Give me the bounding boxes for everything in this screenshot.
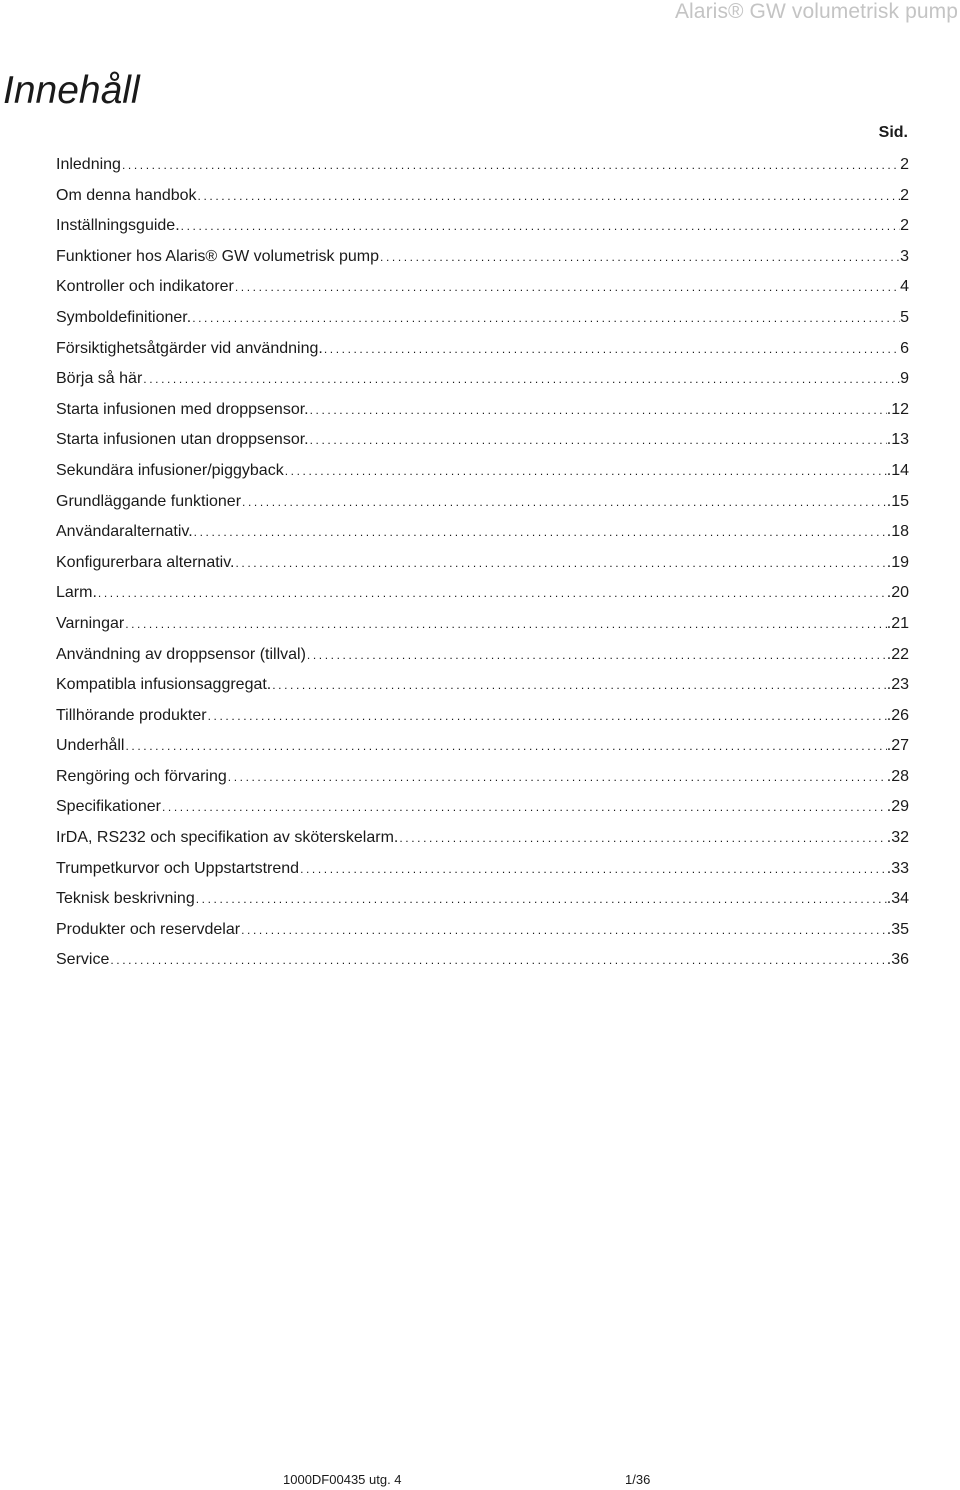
- toc-entry-page: .21: [886, 614, 909, 632]
- page-title: Innehåll: [3, 69, 140, 112]
- toc-dot-leader: [398, 823, 886, 854]
- toc-dot-leader: [306, 640, 887, 671]
- toc-entry-label: Starta infusionen utan droppsensor.: [56, 431, 309, 449]
- toc-entry-page: .12: [886, 400, 909, 418]
- toc-entry-page: 5: [900, 308, 909, 326]
- toc-dot-leader: [124, 731, 886, 762]
- toc-entry-page: .29: [886, 798, 909, 816]
- toc-entry[interactable]: [56, 425, 909, 456]
- toc-dot-leader: [161, 792, 887, 823]
- toc-dot-leader: [241, 487, 887, 518]
- toc-entry[interactable]: [56, 181, 909, 212]
- toc-entry[interactable]: [56, 487, 909, 518]
- toc-page-column-header: Sid.: [878, 124, 908, 141]
- toc-entry[interactable]: [56, 915, 909, 946]
- toc-entry[interactable]: [56, 456, 909, 487]
- toc-entry-label: Kompatibla infusionsaggregat.: [56, 676, 272, 694]
- toc-entry-label: Börja så här: [56, 370, 143, 388]
- toc-entry-label: Tillhörande produkter: [56, 706, 207, 724]
- toc-entry[interactable]: [56, 823, 909, 854]
- toc-entry[interactable]: [56, 242, 909, 273]
- page-footer: [283, 1472, 651, 1487]
- toc-entry-page: 3: [900, 247, 909, 265]
- page-number: 1/36: [625, 1472, 651, 1487]
- running-header-title: Alaris® GW volumetrisk pump: [674, 0, 958, 23]
- toc-entry-label: Trumpetkurvor och Uppstartstrend: [56, 859, 300, 877]
- toc-entry[interactable]: [56, 854, 909, 885]
- toc-entry-page: .19: [886, 553, 909, 571]
- toc-entry[interactable]: [56, 211, 909, 242]
- toc-entry[interactable]: [56, 609, 909, 640]
- toc-entry[interactable]: [56, 884, 909, 915]
- toc-entry[interactable]: [56, 945, 909, 976]
- toc-dot-leader: [309, 395, 887, 426]
- toc-entry-label: Symboldefinitioner.: [56, 308, 192, 326]
- toc-entry[interactable]: [56, 792, 909, 823]
- toc-entry-page: .23: [886, 676, 909, 694]
- toc-dot-leader: [191, 303, 900, 334]
- toc-dot-leader: [234, 548, 886, 579]
- toc-entry-page: .26: [886, 706, 909, 724]
- toc-dot-leader: [271, 670, 887, 701]
- toc-entry-label: IrDA, RS232 och specifikation av sköterskelarm.: [56, 829, 399, 847]
- toc-entry-label: Funktioner hos Alaris® GW volumetrisk pump: [56, 247, 380, 265]
- table-of-contents: [56, 150, 909, 976]
- toc-dot-leader: [109, 945, 886, 976]
- toc-entry-page: .36: [886, 951, 909, 969]
- toc-entry[interactable]: [56, 303, 909, 334]
- toc-dot-leader: [284, 456, 887, 487]
- toc-entry-label: Starta infusionen med droppsensor.: [56, 400, 309, 418]
- toc-dot-leader: [379, 242, 900, 273]
- toc-entry-page: .22: [886, 645, 909, 663]
- toc-entry[interactable]: [56, 640, 909, 671]
- toc-entry-label: Teknisk beskrivning: [56, 890, 195, 908]
- toc-entry-label: Rengöring och förvaring: [56, 767, 227, 785]
- toc-entry[interactable]: [56, 578, 909, 609]
- toc-entry-label: Kontroller och indikatorer: [56, 278, 234, 296]
- toc-entry-page: .20: [886, 584, 909, 602]
- toc-entry-page: .33: [886, 859, 909, 877]
- toc-entry-page: 4: [900, 278, 909, 296]
- toc-dot-leader: [207, 701, 887, 732]
- toc-entry-page: .14: [886, 461, 909, 479]
- toc-entry-label: Användning av droppsensor (tillval): [56, 645, 306, 663]
- toc-dot-leader: [323, 334, 900, 365]
- toc-entry-label: Larm.: [56, 584, 97, 602]
- toc-dot-leader: [299, 854, 887, 885]
- toc-entry-page: .34: [886, 890, 909, 908]
- toc-dot-leader: [142, 364, 900, 395]
- toc-entry[interactable]: [56, 762, 909, 793]
- toc-entry-label: Specifikationer: [56, 798, 161, 816]
- toc-entry-label: Användaralternativ.: [56, 523, 193, 541]
- toc-dot-leader: [227, 762, 887, 793]
- toc-dot-leader: [124, 609, 887, 640]
- toc-entry-label: Inledning: [56, 156, 121, 173]
- toc-entry[interactable]: [56, 150, 909, 181]
- toc-entry[interactable]: [56, 548, 909, 579]
- toc-entry-page: .15: [886, 492, 909, 510]
- toc-entry-page: 2: [900, 156, 909, 173]
- toc-entry-label: Inställningsguide.: [56, 217, 180, 235]
- toc-entry[interactable]: [56, 517, 909, 548]
- toc-entry-label: Service: [56, 951, 110, 969]
- toc-entry[interactable]: [56, 364, 909, 395]
- document-code: 1000DF00435 utg. 4: [283, 1472, 402, 1487]
- toc-dot-leader: [234, 272, 900, 303]
- toc-entry-label: Sekundära infusioner/piggyback: [56, 461, 284, 479]
- toc-entry[interactable]: [56, 272, 909, 303]
- toc-entry-page: .32: [886, 829, 909, 847]
- toc-entry-page: .27: [886, 737, 909, 755]
- toc-entry-label: Konfigurerbara alternativ.: [56, 553, 235, 571]
- toc-dot-leader: [180, 211, 900, 242]
- toc-entry-page: 9: [900, 370, 909, 388]
- toc-entry-page: .35: [886, 920, 909, 938]
- toc-entry-page: 6: [900, 339, 909, 357]
- toc-dot-leader: [195, 884, 887, 915]
- toc-entry[interactable]: [56, 670, 909, 701]
- toc-entry-page: 2: [900, 217, 909, 235]
- toc-entry-page: 2: [900, 186, 909, 204]
- toc-entry-label: Underhåll: [56, 737, 125, 755]
- toc-entry[interactable]: [56, 334, 909, 365]
- toc-entry-page: .28: [886, 767, 909, 785]
- toc-entry-page: .18: [886, 523, 909, 541]
- toc-entry-page: .13: [886, 431, 909, 449]
- toc-dot-leader: [240, 915, 887, 946]
- toc-entry[interactable]: [56, 731, 909, 762]
- toc-dot-leader: [97, 578, 887, 609]
- toc-entry-label: Om denna handbok: [56, 186, 197, 204]
- toc-dot-leader: [193, 517, 887, 548]
- toc-entry-label: Grundläggande funktioner: [56, 492, 242, 510]
- toc-entry-label: Produkter och reservdelar: [56, 920, 241, 938]
- toc-entry-label: Försiktighetsåtgärder vid användning.: [56, 339, 323, 357]
- toc-entry[interactable]: [56, 701, 909, 732]
- toc-entry[interactable]: [56, 395, 909, 426]
- toc-dot-leader: [121, 150, 900, 181]
- toc-dot-leader: [309, 425, 887, 456]
- toc-entry-label: Varningar: [56, 614, 125, 632]
- toc-dot-leader: [197, 181, 901, 212]
